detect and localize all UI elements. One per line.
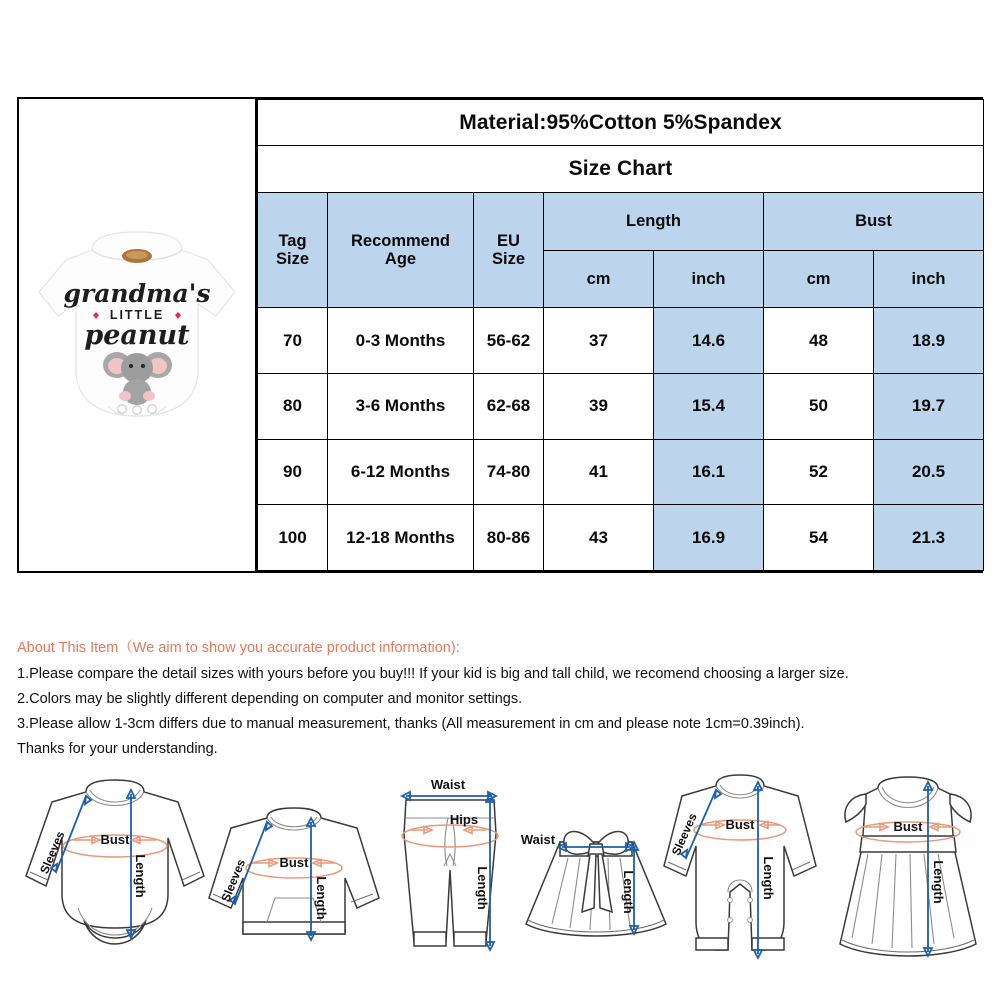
diagram-long-sleeve-bodysuit <box>18 776 213 958</box>
about-line-4: Thanks for your understanding. <box>17 741 218 757</box>
about-title: About This Item（We aim to show you accurate product information): <box>17 640 460 656</box>
header-eu-size <box>474 192 544 307</box>
diagram-label-bust: Bust <box>893 819 923 834</box>
header-bust-group: Bust <box>764 192 984 250</box>
cell-tag-size: 90 <box>258 439 328 505</box>
header-length-group: Length <box>544 192 764 250</box>
header-bust-cm: cm <box>764 250 874 308</box>
header-recommend-age-line2: Age <box>384 250 417 269</box>
size-chart-panel <box>17 97 983 573</box>
cell-length-cm: 39 <box>544 373 654 439</box>
product-image-cell <box>19 99 257 571</box>
about-line-3: 3.Please allow 1-3cm differs due to manual measurement, thanks (All measurement in cm and please note 1cm=0.39inch). <box>17 716 805 732</box>
cell-length-cm: 41 <box>544 439 654 505</box>
cell-length-inch: 16.1 <box>654 439 764 505</box>
header-tag-size <box>258 192 328 307</box>
diagram-label-length: Length <box>133 854 148 898</box>
diagram-label-hips: Hips <box>449 812 479 827</box>
cell-bust-inch: 20.5 <box>874 439 984 505</box>
diagram-label-length: Length <box>761 856 776 900</box>
diagram-label-sleeves: Sleeves <box>218 857 249 904</box>
diagram-pants <box>384 774 516 960</box>
about-line-2: 2.Colors may be slightly different depending on computer and monitor settings. <box>17 691 523 707</box>
diagram-romper <box>660 772 820 962</box>
size-table <box>257 99 984 571</box>
cell-bust-cm: 50 <box>764 373 874 439</box>
header-eu-size-line2: Size <box>491 250 526 269</box>
header-tag-size-line2: Size <box>275 250 310 269</box>
diagram-bow-skirt <box>516 820 676 960</box>
size-chart-banner-row <box>258 146 984 192</box>
header-recommend-age-line1: Recommend <box>350 231 451 250</box>
header-tag-size-line1: Tag <box>278 231 307 250</box>
header-bust-inch: inch <box>874 250 984 308</box>
diagram-label-length: Length <box>314 876 329 920</box>
cell-bust-cm: 52 <box>764 439 874 505</box>
cell-recommend-age: 3-6 Months <box>328 373 474 439</box>
header-eu-size-line1: EU <box>497 231 520 250</box>
diagram-label-length: Length <box>931 860 946 904</box>
diagram-label-length: Length <box>475 866 490 910</box>
diagram-sweatshirt <box>205 806 383 961</box>
measurement-diagram-strip <box>0 768 1000 963</box>
cell-eu-size: 74-80 <box>474 439 544 505</box>
cell-eu-size: 56-62 <box>474 308 544 374</box>
cell-bust-cm: 48 <box>764 308 874 374</box>
cell-bust-inch: 21.3 <box>874 505 984 571</box>
size-table-wrapper <box>257 99 984 571</box>
about-line-1: 1.Please compare the detail sizes with yours before you buy!!! If your kid is big and tall child, we recomend choosing a larger size. <box>17 666 849 682</box>
diagram-label-waist: Waist <box>430 777 466 792</box>
cell-eu-size: 62-68 <box>474 373 544 439</box>
size-chart-banner: Size Chart <box>258 146 984 192</box>
diagram-sleeveless-dress <box>824 774 990 960</box>
print-text-grandmas: grandma's <box>63 279 210 308</box>
diagram-label-sleeves: Sleeves <box>668 811 700 858</box>
cell-length-cm: 43 <box>544 505 654 571</box>
table-row <box>258 373 984 439</box>
cell-eu-size: 80-86 <box>474 505 544 571</box>
header-length-inch: inch <box>654 250 764 308</box>
material-banner: Material:95%Cotton 5%Spandex <box>258 100 984 146</box>
cell-bust-inch: 19.7 <box>874 373 984 439</box>
header-recommend-age <box>328 192 474 307</box>
header-length-cm: cm <box>544 250 654 308</box>
cell-length-cm: 37 <box>544 308 654 374</box>
table-row <box>258 439 984 505</box>
cell-tag-size: 80 <box>258 373 328 439</box>
table-row <box>258 505 984 571</box>
baby-bodysuit-photo <box>30 220 245 450</box>
cell-recommend-age: 12-18 Months <box>328 505 474 571</box>
header-row-group <box>258 192 984 250</box>
diagram-label-bust: Bust <box>725 817 755 832</box>
diagram-label-bust: Bust <box>279 855 309 870</box>
cell-length-inch: 15.4 <box>654 373 764 439</box>
material-banner-row <box>258 100 984 146</box>
cell-recommend-age: 0-3 Months <box>328 308 474 374</box>
diagram-label-bust: Bust <box>100 832 130 847</box>
table-row <box>258 308 984 374</box>
cell-bust-inch: 18.9 <box>874 308 984 374</box>
diagram-label-waist: Waist <box>520 832 556 847</box>
print-text-little: LITTLE <box>109 308 164 322</box>
cell-tag-size: 100 <box>258 505 328 571</box>
cell-recommend-age: 6-12 Months <box>328 439 474 505</box>
about-this-item-section <box>17 636 985 766</box>
cell-length-inch: 14.6 <box>654 308 764 374</box>
cell-tag-size: 70 <box>258 308 328 374</box>
cell-bust-cm: 54 <box>764 505 874 571</box>
diagram-label-sleeves: Sleeves <box>37 829 68 876</box>
print-text-peanut: peanut <box>83 320 190 351</box>
cell-length-inch: 16.9 <box>654 505 764 571</box>
diagram-label-length: Length <box>621 870 636 914</box>
